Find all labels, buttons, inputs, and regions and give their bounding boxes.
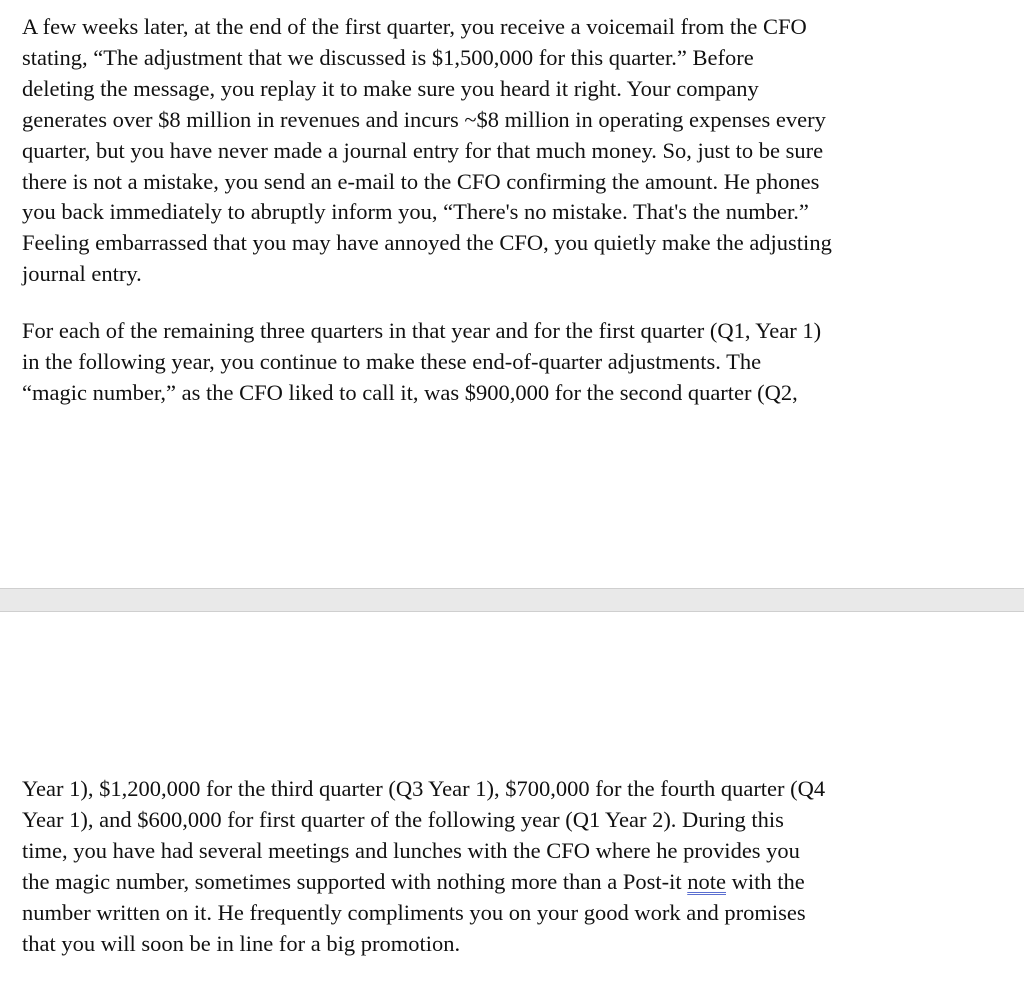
paragraph-magic-number-continuation <box>22 774 997 959</box>
text-line: quarter, but you have never made a journal entry for that much money. So, just to be sure <box>22 137 824 163</box>
text-line: stating, “The adjustment that we discussed is $1,500,000 for this quarter.” Before <box>22 44 754 70</box>
text-segment: the magic number, sometimes supported with nothing more than a Post-it <box>22 868 688 894</box>
text-line: Feeling embarrassed that you may have annoyed the CFO, you quietly make the adjusting <box>22 230 832 256</box>
text-line: Year 1), and $600,000 for first quarter of the following year (Q1 Year 2). During this <box>22 806 784 832</box>
text-line: that you will soon be in line for a big promotion. <box>22 930 461 956</box>
text-line: Year 1), $1,200,000 for the third quarter (Q3 Year 1), $700,000 for the fourth quarter (Q4 <box>22 776 826 801</box>
paragraph-voicemail <box>22 12 997 290</box>
text-line: number written on it. He frequently compliments you on your good work and promises <box>22 899 806 925</box>
text-line: For each of the remaining three quarters in that year and for the first quarter (Q1, Year 1) <box>22 318 822 343</box>
text-line: in the following year, you continue to make these end-of-quarter adjustments. The <box>22 348 762 374</box>
text-line: time, you have had several meetings and lunches with the CFO where he provides you <box>22 837 800 863</box>
text-line: “magic number,” as the CFO liked to call it, was $900,000 for the second quarter (Q2, <box>22 379 798 405</box>
flagged-word-note[interactable]: note <box>687 868 726 894</box>
text-line: journal entry. <box>22 261 142 287</box>
text-line: there is not a mistake, you send an e-mail to the CFO confirming the amount. He phones <box>22 168 820 194</box>
text-line: you back immediately to abruptly inform you, “There's no mistake. That's the number.” <box>22 199 809 225</box>
document-page-bottom <box>0 612 1024 985</box>
page-break-gap <box>0 588 1024 612</box>
text-line: deleting the message, you replay it to make sure you heard it right. Your company <box>22 75 759 101</box>
paragraph-quarterly-adjustments <box>22 316 997 409</box>
text-line: A few weeks later, at the end of the first quarter, you receive a voicemail from the CFO <box>22 14 807 39</box>
text-line <box>22 867 997 898</box>
text-segment: with the <box>726 868 805 894</box>
text-line: generates over $8 million in revenues and incurs ~$8 million in operating expenses every <box>22 106 826 132</box>
